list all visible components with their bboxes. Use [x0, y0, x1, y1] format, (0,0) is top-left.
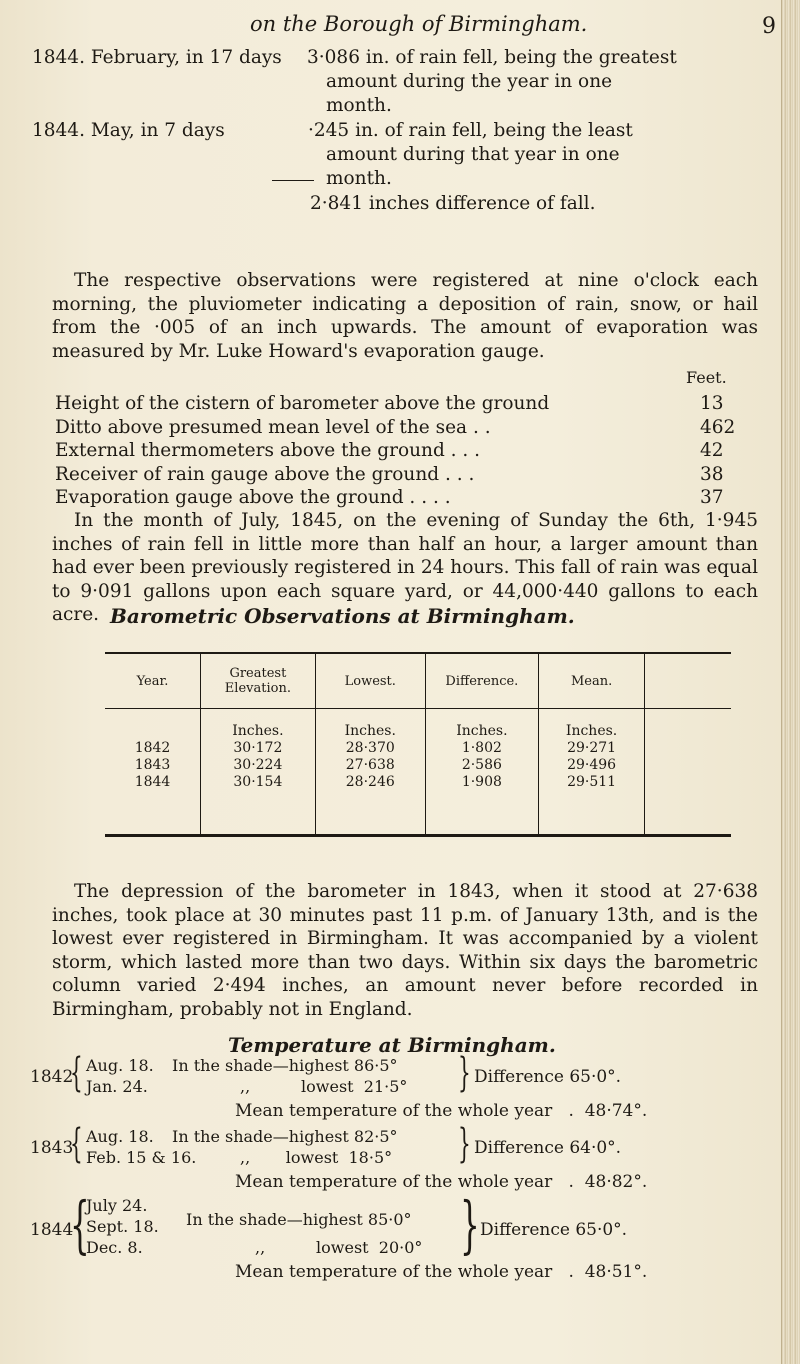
year-1843: 1843 [30, 1138, 74, 1158]
unit-label: Inches. [456, 723, 508, 739]
cell: 2·586 [461, 757, 502, 773]
feb-label: 1844. February, in 17 days [32, 47, 282, 68]
height-row [55, 439, 760, 463]
paragraph-depression [52, 880, 758, 1021]
cell: 28·370 [345, 740, 395, 756]
cell: 30·172 [233, 740, 283, 756]
may-label: 1844. May, in 7 days [32, 120, 225, 141]
paragraph-observations [52, 269, 758, 363]
cell: 1842 [134, 740, 171, 756]
paragraph-text: The respective observations were registered at nine o'clock each morning, the pluviometer indicating a deposition of rain, snow, or hail from the ·005 of an inch upwards. The amount of evaporation was measured by Mr. Luke Howard's evaporation gauge. [52, 270, 758, 362]
mean-1842: Mean temperature of the whole year . 48·74°. [235, 1101, 648, 1121]
running-header: on the Borough of Birmingham. [250, 12, 588, 36]
temperature-title: Temperature at Birmingham. [228, 1033, 556, 1057]
date-1843-a: Aug. 18. [86, 1127, 154, 1146]
cell: 29·271 [567, 740, 617, 756]
col-difference: Difference. [425, 653, 538, 709]
height-value: 13 [700, 393, 724, 414]
height-label: Receiver of rain gauge above the ground . . . [55, 463, 475, 485]
high-1842: In the shade—highest 86·5° [172, 1056, 398, 1075]
height-row [55, 392, 760, 416]
brace-1844: { [70, 1188, 90, 1261]
mean-cell [538, 709, 644, 836]
height-label: Height of the cistern of barometer above the ground [55, 393, 550, 414]
mean-1844: Mean temperature of the whole year . 48·51°. [235, 1262, 648, 1282]
height-row [55, 486, 760, 510]
may-line2: amount during that year in one [326, 144, 620, 165]
height-value: 462 [700, 416, 736, 438]
date-1842-a: Aug. 18. [86, 1056, 154, 1075]
ditto-rule [272, 180, 314, 181]
barometric-title: Barometric Observations at Birmingham. [110, 604, 575, 628]
lowest-cell [315, 709, 425, 836]
brace-1842: { [70, 1050, 83, 1096]
cell: 30·224 [233, 757, 283, 773]
diff-1844: Difference 65·0°. [480, 1220, 628, 1240]
page-edge-binding [781, 0, 800, 1364]
low-1843: ,, lowest 18·5° [240, 1148, 393, 1167]
cell: 1843 [134, 757, 171, 773]
height-label: Ditto above presumed mean level of the sea . . [55, 416, 491, 438]
feb-line2: amount during the year in one [326, 71, 613, 92]
cell: 1·908 [461, 774, 502, 790]
paragraph-text: In the month of July, 1845, on the evening of Sunday the 6th, 1·945 inches of rain fell in little more than half an hour, a larger amount than had ever been previously registered in 24 hours. This fall of rain was equal to 9·091 gallons upon each square yard, or 44,000·440 gallons to each acre. [52, 510, 758, 625]
col-lowest: Lowest. [315, 653, 425, 709]
diff-1843: Difference 64·0°. [474, 1138, 622, 1158]
cell: 1844 [134, 774, 171, 790]
date-1844-b: Sept. 18. [86, 1217, 159, 1236]
feet-unit-label: Feet. [686, 368, 727, 387]
year-cell [105, 709, 201, 836]
feb-line3: month. [326, 95, 392, 116]
cell: 30·154 [233, 774, 283, 790]
height-row [55, 463, 760, 487]
greatest-cell [201, 709, 316, 836]
high-1843: In the shade—highest 82·5° [172, 1127, 398, 1146]
height-row [55, 416, 760, 440]
cell: 1·802 [461, 740, 502, 756]
brace-1843: { [70, 1121, 83, 1167]
unit-label: Inches. [565, 723, 618, 739]
col-greatest: Greatest Elevation. [201, 653, 316, 709]
may-line3: month. [326, 168, 392, 189]
blank-cell [645, 709, 731, 836]
date-1842-b: Jan. 24. [86, 1077, 148, 1096]
unit-label: Inches. [232, 723, 284, 739]
col-blank [645, 653, 731, 709]
page-number: 9 [762, 14, 776, 39]
date-1844-a: July 24. [86, 1196, 148, 1215]
brace-1843-right: } [458, 1121, 471, 1167]
high-1844: In the shade—highest 85·0° [186, 1210, 412, 1229]
difference-cell [425, 709, 538, 836]
diff-1842: Difference 65·0°. [474, 1067, 622, 1087]
low-1842: ,, lowest 21·5° [240, 1077, 408, 1096]
table-row [105, 709, 731, 836]
col-mean: Mean. [538, 653, 644, 709]
difference-line: 2·841 inches difference of fall. [310, 193, 596, 214]
cell: 27·638 [345, 757, 395, 773]
barometric-table [105, 652, 731, 837]
year-1844: 1844 [30, 1220, 74, 1240]
height-label: External thermometers above the ground . . . [55, 440, 481, 461]
height-value: 37 [700, 487, 724, 508]
brace-1842-right: } [458, 1050, 471, 1096]
col-year: Year. [105, 653, 201, 709]
height-value: 42 [700, 440, 724, 461]
date-1843-b: Feb. 15 & 16. [86, 1148, 197, 1167]
height-value: 38 [700, 463, 724, 485]
year-1842: 1842 [30, 1067, 74, 1087]
brace-1844-right: } [460, 1188, 480, 1261]
may-value: ·245 in. of rain fell, being the least [308, 120, 633, 141]
heights-list [55, 392, 760, 510]
paragraph-text: The depression of the barometer in 1843, when it stood at 27·638 inches, took place at 30 minutes past 11 p.m. of January 13th, and is the lowest ever registered in Birmingham. It was accompanied by a violent storm, which lasted more than two days. Within six days the barometric column varied 2·494 inches, an amount never before recorded in Birmingham, probably not in England. [52, 881, 758, 1020]
unit-label: Inches. [344, 723, 396, 739]
date-1844-c: Dec. 8. [86, 1238, 143, 1257]
table-header-row [105, 653, 731, 709]
cell: 29·496 [567, 757, 617, 773]
low-1844: ,, lowest 20·0° [255, 1238, 423, 1257]
mean-1843: Mean temperature of the whole year . 48·82°. [235, 1172, 648, 1192]
cell: 28·246 [345, 774, 395, 790]
height-label: Evaporation gauge above the ground . . . . [55, 487, 451, 508]
cell: 29·511 [567, 774, 617, 790]
feb-value: 3·086 in. of rain fell, being the greatest [307, 47, 677, 68]
